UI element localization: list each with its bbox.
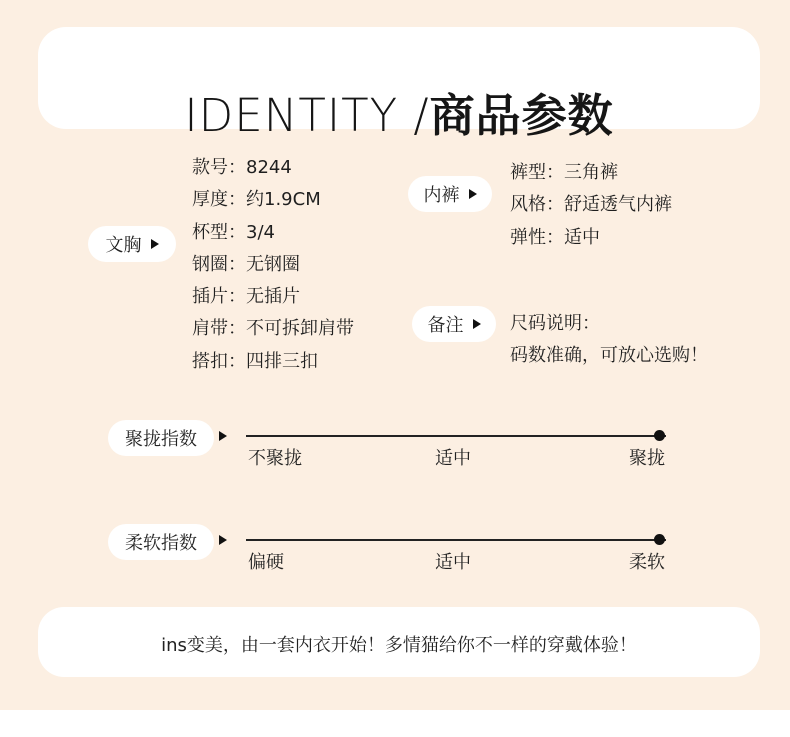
- page-title: [38, 79, 760, 144]
- softness-index-marker: [654, 534, 665, 545]
- notes-tag: [412, 306, 496, 342]
- softness-index-tag: [108, 524, 214, 560]
- softness-index-max-label: 柔软: [629, 552, 665, 573]
- softness-index-mid-label: 适中: [435, 552, 471, 573]
- panty-spec-type: 裤型：三角裤: [510, 162, 618, 183]
- triangle-right-icon: [219, 431, 227, 441]
- bra-spec-insert: 插片：无插片: [192, 286, 300, 308]
- bra-tag-label: 文胸: [105, 235, 142, 256]
- bra-tag: [88, 226, 176, 262]
- notes-size-title: 尺码说明：: [510, 313, 600, 334]
- bra-spec-style-no: 款号：8244: [192, 157, 292, 178]
- triangle-right-icon: [151, 239, 159, 249]
- softness-index-track: [246, 539, 666, 541]
- triangle-right-icon: [473, 319, 481, 329]
- footer-slogan: ins变美，由一套内衣开始！多情猫给你不一样的穿戴体验！: [161, 635, 637, 656]
- bra-spec-cup: 杯型：3/4: [192, 221, 275, 243]
- pushup-index-track: [246, 435, 666, 437]
- softness-index-min-label: 偏硬: [248, 552, 284, 573]
- panty-spec-list: [510, 157, 672, 254]
- panty-spec-style: 风格：舒适透气内裤: [510, 194, 672, 216]
- bra-spec-clasp: 搭扣：四排三扣: [192, 350, 318, 372]
- pushup-index-tag: [108, 420, 214, 456]
- triangle-right-icon: [469, 189, 477, 199]
- bra-spec-list: [192, 152, 354, 378]
- pushup-index-min-label: 不聚拢: [248, 448, 302, 469]
- bra-spec-underwire: 钢圈：无钢圈: [192, 253, 300, 275]
- notes-list: [510, 308, 708, 373]
- notes-tag-label: 备注: [427, 315, 464, 336]
- triangle-right-icon: [219, 535, 227, 545]
- panty-spec-elasticity: 弹性：适中: [510, 226, 600, 248]
- title-english: IDENTITY /: [184, 89, 430, 142]
- panty-tag: [408, 176, 492, 212]
- bra-spec-thickness: 厚度：约1.9CM: [192, 189, 321, 211]
- pushup-index-max-label: 聚拢: [629, 448, 665, 469]
- footer-card: [38, 607, 760, 677]
- notes-size-text: 码数准确，可放心选购！: [510, 345, 708, 367]
- title-chinese: 商品参数: [429, 89, 614, 142]
- panty-tag-label: 内裤: [423, 185, 460, 206]
- softness-index-label: 柔软指数: [125, 533, 197, 554]
- pushup-index-label: 聚拢指数: [125, 429, 197, 450]
- pushup-index-marker: [654, 430, 665, 441]
- bra-spec-strap: 肩带：不可拆卸肩带: [192, 318, 354, 340]
- pushup-index-mid-label: 适中: [435, 448, 471, 469]
- title-card: [38, 27, 760, 142]
